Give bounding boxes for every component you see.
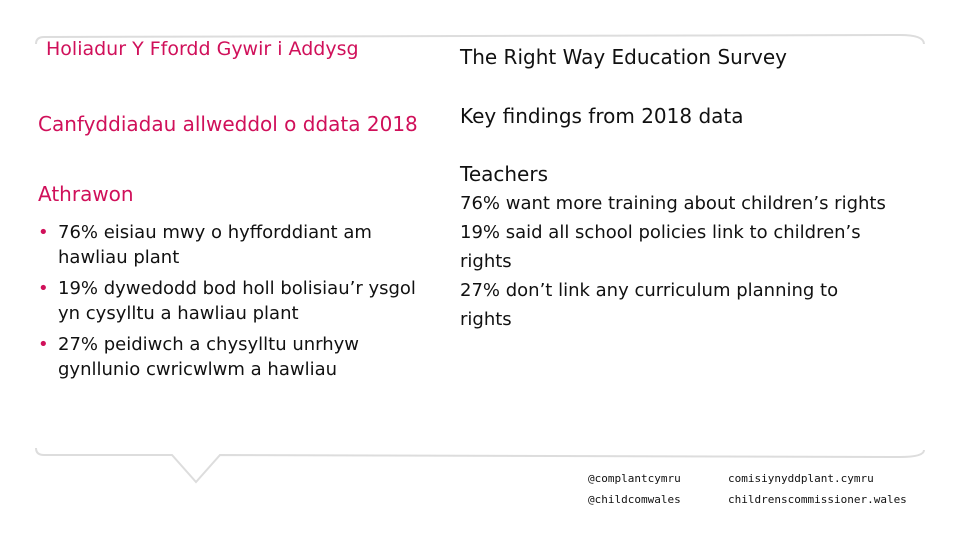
bullet-icon: • bbox=[38, 334, 49, 355]
welsh-finding-text: 76% eisiau mwy o hyfforddiant am hawliau plant bbox=[58, 222, 372, 268]
bullet-icon: • bbox=[38, 222, 49, 243]
twitter-handle-welsh[interactable]: @complantcymru bbox=[588, 472, 681, 485]
welsh-findings-list bbox=[38, 220, 438, 388]
twitter-handle-english[interactable]: @childcomwales bbox=[588, 493, 681, 506]
welsh-finding-item bbox=[38, 332, 438, 382]
welsh-finding-item bbox=[38, 276, 438, 326]
website-english-link[interactable]: childrenscommissioner.wales bbox=[728, 493, 907, 506]
english-subtitle: Key findings from 2018 data bbox=[460, 104, 744, 128]
website-welsh-link[interactable]: comisiynyddplant.cymru bbox=[728, 472, 874, 485]
english-finding-line: 19% said all school policies link to children’s bbox=[460, 222, 861, 243]
welsh-subtitle: Canfyddiadau allweddol o ddata 2018 bbox=[38, 112, 418, 136]
welsh-finding-item bbox=[38, 220, 438, 270]
bullet-icon: • bbox=[38, 278, 49, 299]
welsh-section-heading: Athrawon bbox=[38, 182, 134, 206]
english-finding-line: rights bbox=[460, 309, 512, 330]
welsh-finding-text: 27% peidiwch a chysylltu unrhyw gynllunio cwricwlwm a hawliau bbox=[58, 334, 360, 380]
english-finding-line: 27% don’t link any curriculum planning to bbox=[460, 280, 839, 301]
english-title: The Right Way Education Survey bbox=[460, 45, 788, 69]
english-finding-line: 76% want more training about children’s rights bbox=[460, 193, 886, 214]
english-finding-line: rights bbox=[460, 251, 512, 272]
english-section-heading: Teachers bbox=[460, 162, 548, 186]
welsh-title: Holiadur Y Ffordd Gywir i Addysg bbox=[46, 38, 359, 60]
welsh-finding-text: 19% dywedodd bod holl bolisiau’r ysgol yn cysylltu a hawliau plant bbox=[58, 278, 416, 324]
english-findings-block bbox=[460, 160, 940, 334]
